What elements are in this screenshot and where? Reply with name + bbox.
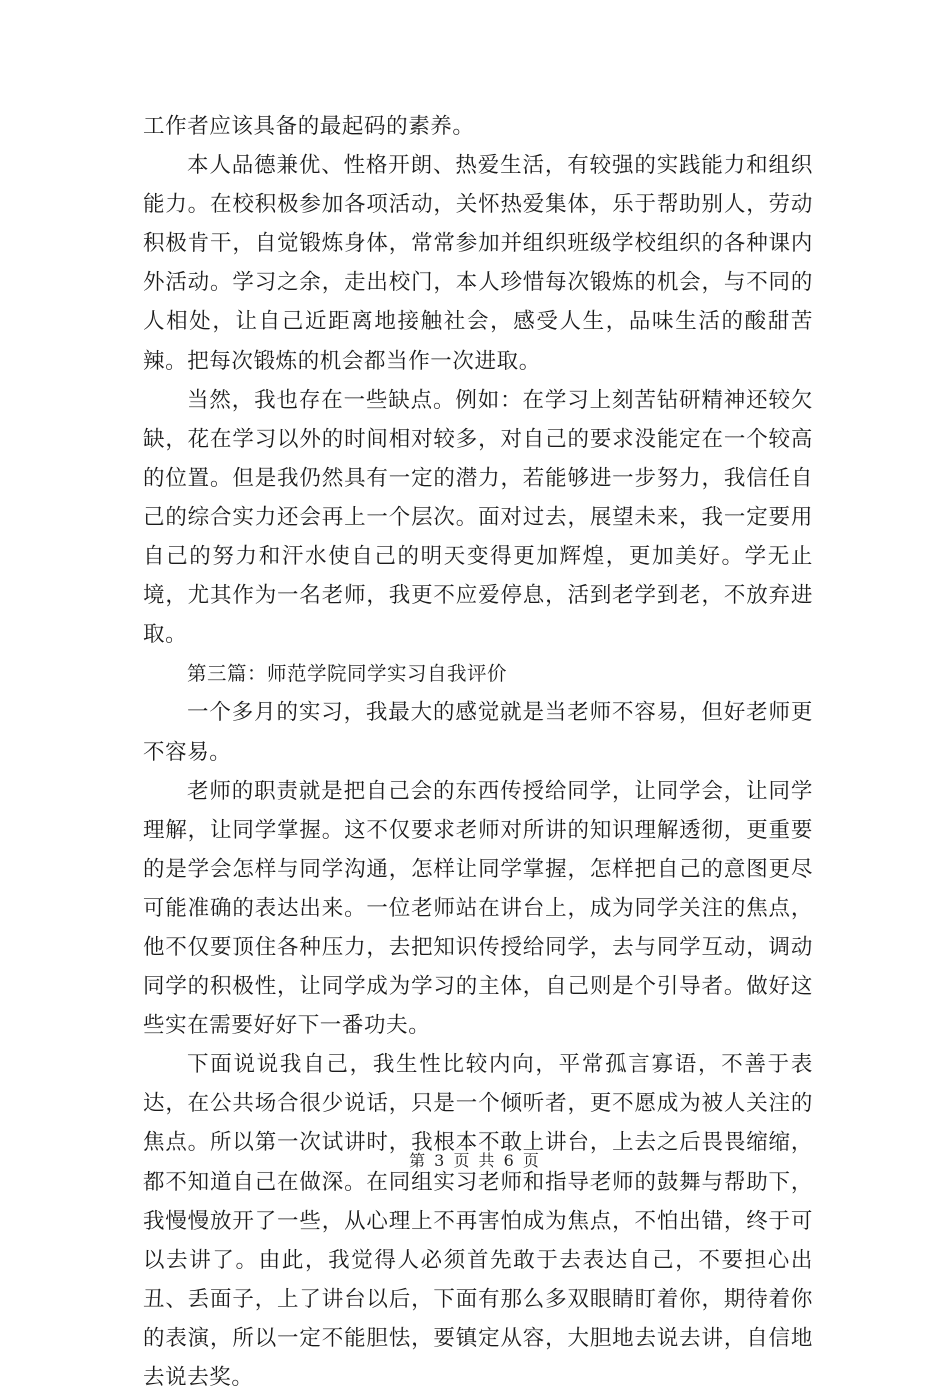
paragraph-continuation: 工作者应该具备的最起码的素养。 [143,114,475,139]
paragraph-teacher-duty: 老师的职责就是把自己会的东西传授给同学，让同学会，让同学理解，让同学掌握。这不仅要求老师对所讲的知识理解透彻，更重要的是学会怎样与同学沟通，怎样让同学掌握，怎样把自己的意图更尽可能准确的表达出来。一位老师站在讲台上，成为同学关注的焦点，他不仅要顶住各种压力，去把知识传授给同学，去与同学互动，调动同学的积极性，让同学成为学习的主体，自己则是个引导者。做好这些实在需要好好下一番功夫。 [143,778,813,1039]
paragraph-self-character: 本人品德兼优、性格开朗、热爱生活，有较强的实践能力和组织能力。在校积极参加各项活动，关怀热爱集体，乐于帮助别人，劳动积极肯干，自觉锻炼身体，常常参加并组织班级学校组织的各种课内外活动。学习之余，走出校门，本人珍惜每次锻炼的机会，与不同的人相处，让自己近距离地接触社会，感受人生，品味生活的酸甜苦辣。把每次锻炼的机会都当作一次进取。 [143,153,813,374]
section-heading: 第三篇：师范学院同学实习自我评价 [187,662,508,686]
page-number-footer: 第 3 页 共 6 页 [409,1151,541,1170]
paragraph-shortcomings: 当然，我也存在一些缺点。例如：在学习上刻苦钻研精神还较欠缺，花在学习以外的时间相对较多，对自己的要求没能定在一个较高的位置。但是我仍然具有一定的潜力，若能够进一步努力，我信任自己的综合实力还会再上一个层次。面对过去，展望未来，我一定要用自己的努力和汗水使自己的明天变得更加辉煌，更加美好。学无止境，尤其作为一名老师，我更不应爱停息，活到老学到老，不放弃进取。 [143,387,813,648]
document-body [143,107,813,1397]
paragraph-about-myself: 下面说说我自己，我生性比较内向，平常孤言寡语，不善于表达，在公共场合很少说话，只是一个倾听者，更不愿成为被人关注的焦点。所以第一次试讲时，我根本不敢上讲台，上去之后畏畏缩缩，都不知道自己在做深。在同组实习老师和指导老师的鼓舞与帮助下，我慢慢放开了一些，从心理上不再害怕成为焦点，不怕出错，终于可以去讲了。由此，我觉得人必须首先敢于去表达自己，不要担心出丑、丢面子，上了讲台以后，下面有那么多双眼睛盯着你，期待着你的表演，所以一定不能胆怯，要镇定从容，大胆地去说去讲，自信地去说去奖。 [143,1052,813,1390]
paragraph-internship-feeling: 一个多月的实习，我最大的感觉就是当老师不容易，但好老师更不容易。 [143,700,813,765]
